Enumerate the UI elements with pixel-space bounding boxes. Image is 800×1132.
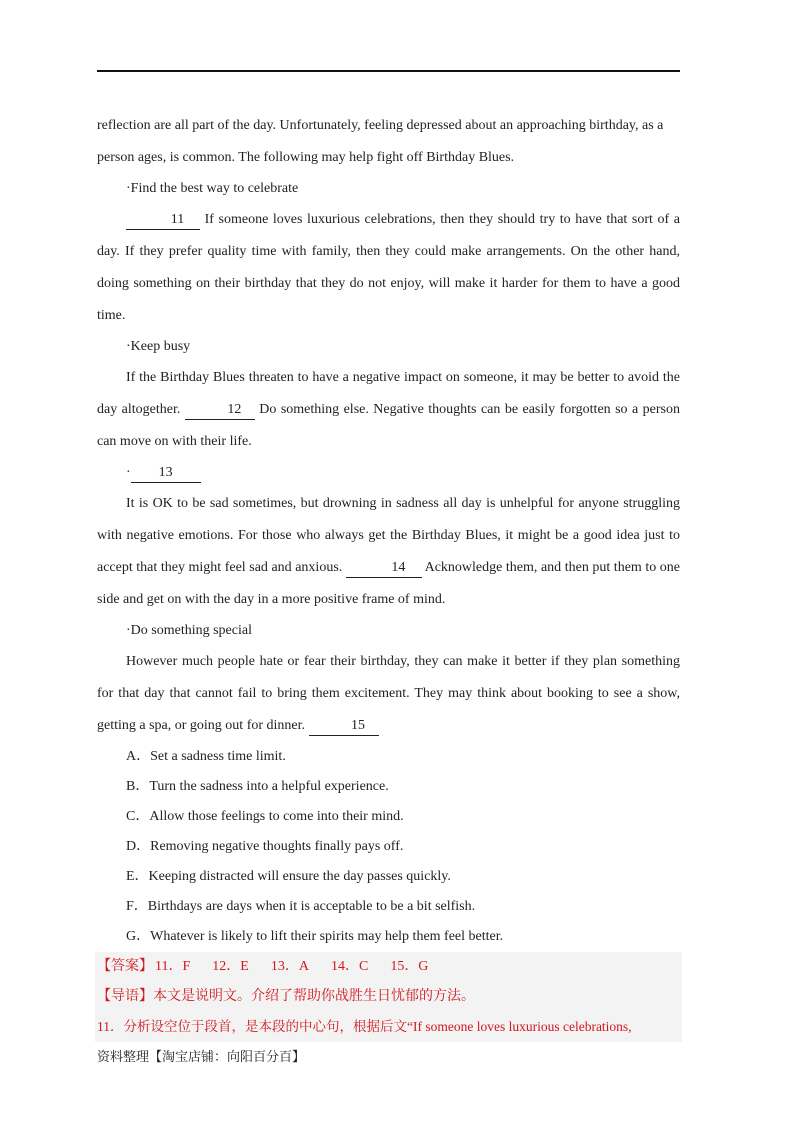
section4-paragraph [97,646,680,742]
section2-paragraph [97,362,680,458]
page-footer: 资料整理【淘宝店铺：向阳百分百】 [97,1050,306,1065]
answer-item: 12．E [212,959,249,974]
section3-heading-prefix: · [126,465,131,480]
option-e: E．Keeping distracted will ensure the day passes quickly. [126,869,451,884]
document-body [97,110,680,1042]
answer-item: 13．A [270,959,309,974]
intro-line-2: person ages, is common. The following may help fight off Birthday Blues. [97,150,515,165]
section3-text-a: It is OK to be sad sometimes, but drowning in sadness all day is unhelpful for anyone struggling with negative emotions. For those who always get the Birthday Blues, it might be a good idea just to accept that they might feel sad and anxious. [97,496,680,575]
blank-14: 14 [346,559,422,578]
blank-11: 11 [126,211,200,230]
options-list [97,742,680,952]
answer-item: 14．C [330,959,369,974]
option-b: B．Turn the sadness into a helpful experience. [126,779,389,794]
section2-text-b: Do something else. Negative thoughts can be easily forgotten so a person can move on with their life. [97,402,680,449]
answer-section [95,952,682,1042]
section2-heading: ·Keep busy [126,339,191,354]
option-g: G．Whatever is likely to lift their spirits may help them feel better. [126,929,504,944]
guide-text: 本文是说明文。介绍了帮助你战胜生日忧郁的方法。 [153,989,475,1004]
section4-text-a: However much people hate or fear their birthday, they can make it better if they plan something for that day that cannot fail to bring them excitement. They may think about booking to see a show, getting a spa, or going out for dinner. [97,654,680,733]
section1-text: If someone loves luxurious celebrations, then they should try to have that sort of a day. If they prefer quality time with family, then they could make arrangements. On the other hand, doing something on their birthday that they do not enjoy, will make it harder for them to have a good time. [97,212,680,323]
option-f: F．Birthdays are days when it is acceptable to be a bit selfish. [126,899,476,914]
blank-12: 12 [185,401,255,420]
blank-13: 13 [131,464,201,483]
section1-paragraph [97,204,680,332]
answer-line [97,952,682,982]
intro-line-1: reflection are all part of the day. Unfortunately, feeling depressed about an approaching birthday, as a [97,118,664,133]
section4-heading: ·Do something special [126,623,252,638]
guide-label: 【导语】 [97,989,153,1004]
intro-paragraph [97,110,680,174]
option-a: A．Set a sadness time limit. [126,749,286,764]
header-rule [97,70,680,72]
option-d: D．Removing negative thoughts finally pays off. [126,839,404,854]
section3-paragraph [97,488,680,616]
answer-item: 15．G [390,959,429,974]
section2-text-a: If the Birthday Blues threaten to have a negative impact on someone, it may be better to avoid the day altogether. [97,370,680,417]
section1-heading: ·Find the best way to celebrate [126,181,299,196]
guide-line [97,982,682,1012]
blank-15: 15 [309,717,379,736]
answer-item: 11．F [155,959,191,974]
analysis-line: 11．分析设空位于段首，是本段的中心句，根据后文“If someone loves luxurious celebrations, [97,1019,632,1034]
answer-label: 【答案】 [97,959,153,974]
section3-text-b: Acknowledge them, and then put them to one side and get on with the day in a more positive frame of mind. [97,560,681,607]
option-c: C．Allow those feelings to come into their mind. [126,809,404,824]
section3-heading [97,458,680,488]
